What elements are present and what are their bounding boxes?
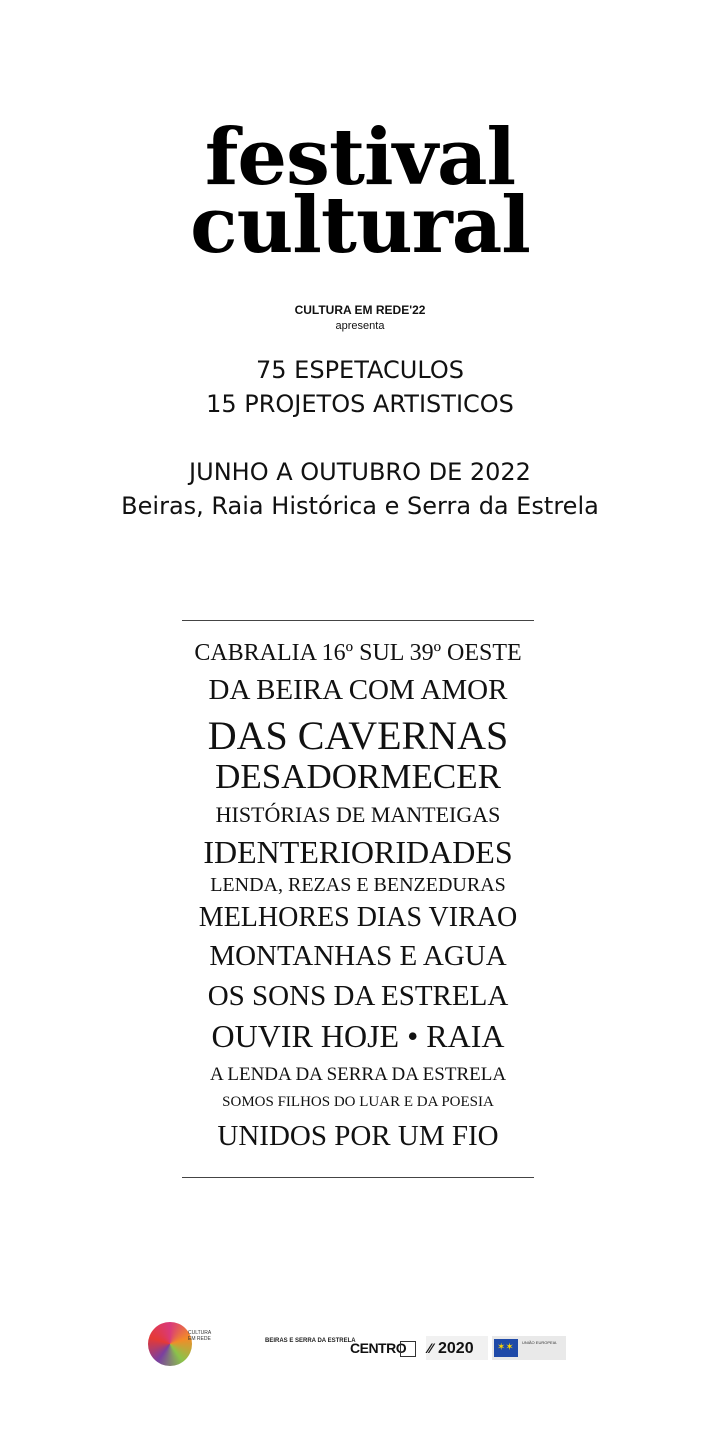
centro-grid-icon bbox=[400, 1341, 416, 1357]
project-item: CABRALIA 16º SUL 39º OESTE bbox=[194, 640, 522, 666]
project-item: HISTÓRIAS DE MANTEIGAS bbox=[215, 802, 501, 827]
eu-logo-text: UNIÃO EUROPEIA bbox=[522, 1340, 557, 1345]
period-regions: Beiras, Raia Histórica e Serra da Estrela bbox=[121, 492, 599, 520]
cultura-em-rede-logo-text: CULTURA EM REDE bbox=[188, 1330, 211, 1342]
sponsor-logos bbox=[0, 1318, 720, 1368]
project-item: OUVIR HOJE • RAIA bbox=[211, 1018, 505, 1054]
beiras-serra-estrela-logo-icon bbox=[265, 1338, 356, 1345]
eu-flag-icon: ✶✶ bbox=[494, 1339, 518, 1357]
project-item: LENDA, REZAS E BENZEDURAS bbox=[210, 874, 506, 896]
portugal-2020-logo-icon bbox=[426, 1336, 488, 1360]
festival-logo-line2: cultural bbox=[190, 180, 530, 271]
project-item: DAS CAVERNAS bbox=[207, 713, 509, 758]
cultura-em-rede-logo-icon bbox=[148, 1322, 192, 1366]
portugal-2020-text: 2020 bbox=[438, 1340, 474, 1357]
project-item: IDENTERIORIDADES bbox=[203, 834, 513, 870]
project-item: MELHORES DIAS VIRAO bbox=[198, 902, 518, 933]
project-item: A LENDA DA SERRA DA ESTRELA bbox=[209, 1064, 507, 1085]
divider-bottom bbox=[182, 1177, 534, 1178]
project-item: OS SONS DA ESTRELA bbox=[207, 980, 509, 1012]
eu-flag-logo-icon bbox=[492, 1336, 566, 1360]
project-item: MONTANHAS E AGUA bbox=[209, 940, 507, 972]
presenter-name: CULTURA EM REDE'22 bbox=[294, 303, 426, 317]
project-item: DESADORMECER bbox=[215, 757, 501, 796]
stat-shows: 75 ESPETACULOS bbox=[256, 356, 464, 384]
stat-projects: 15 PROJETOS ARTISTICOS bbox=[206, 390, 514, 418]
centro-logo-text: CENTRO bbox=[350, 1340, 407, 1356]
centro-2020-logo-icon bbox=[350, 1340, 406, 1356]
divider-top bbox=[182, 620, 534, 621]
portugal-mark-icon: ⁄⁄ bbox=[428, 1340, 433, 1356]
period-dates: JUNHO A OUTUBRO DE 2022 bbox=[189, 458, 531, 486]
festival-logo-line1: festival bbox=[204, 112, 516, 203]
project-item: UNIDOS POR UM FIO bbox=[217, 1120, 499, 1152]
presents-label: apresenta bbox=[335, 320, 385, 332]
project-item: DA BEIRA COM AMOR bbox=[208, 674, 508, 706]
project-item: SOMOS FILHOS DO LUAR E DA POESIA bbox=[222, 1094, 494, 1110]
beiras-logo-text: BEIRAS E SERRA DA ESTRELA bbox=[265, 1338, 356, 1344]
